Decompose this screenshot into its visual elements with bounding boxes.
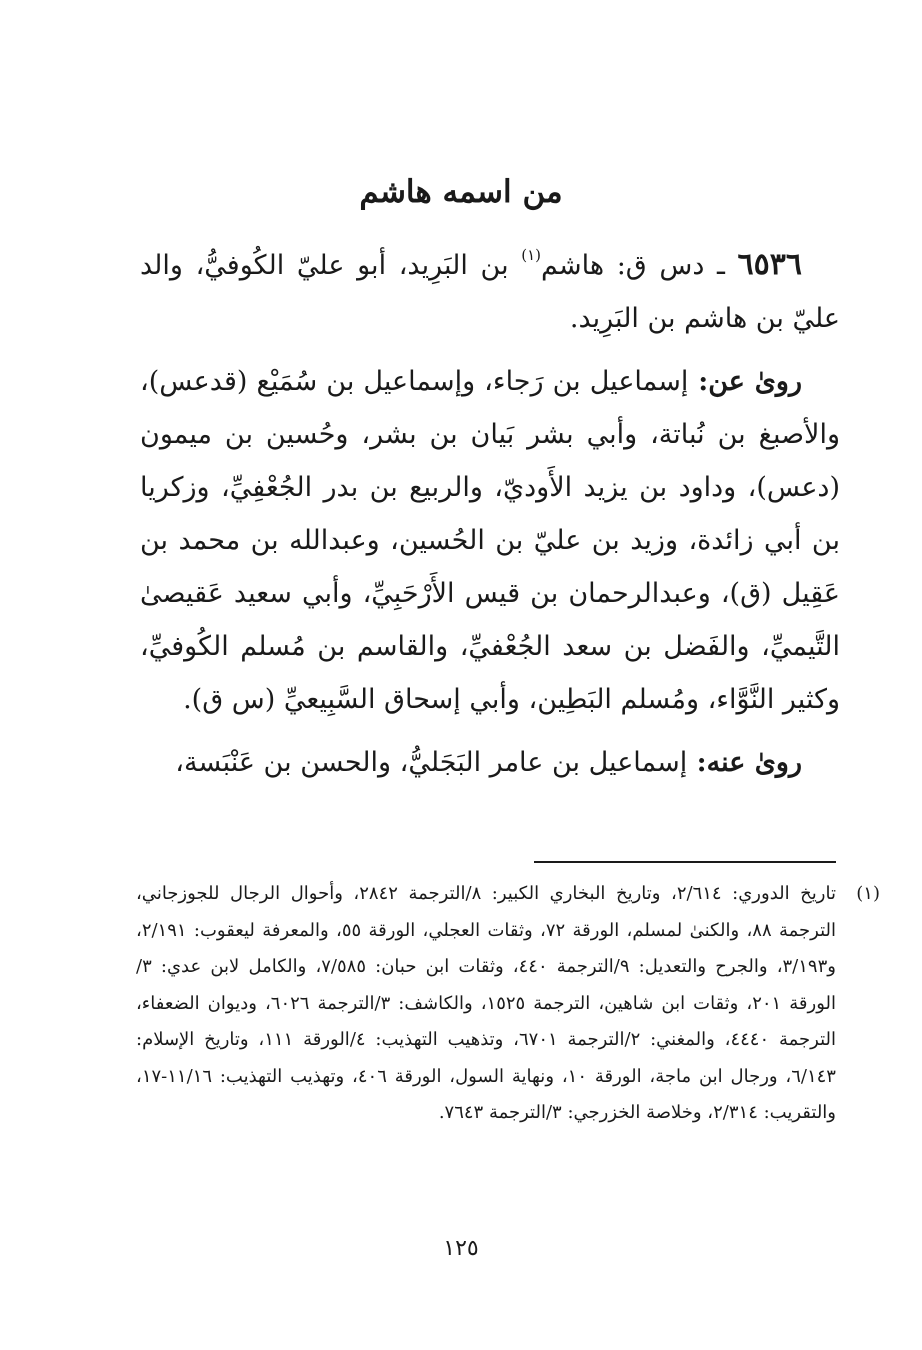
page-number: ١٢٥: [443, 1236, 479, 1261]
entry-name: هاشم: [541, 250, 605, 281]
narrated-by-text: إسماعيل بن عامر البَجَليُّ، والحسن بن عَنْبَسة،: [175, 747, 688, 778]
footnote-marker: (١): [856, 883, 880, 904]
narrated-by-paragraph: [140, 736, 840, 789]
footnote-divider: [534, 861, 836, 863]
narrated-from-label: روىٰ عن:: [688, 366, 803, 397]
footnote-text: تاريخ الدوري: ٢/٦١٤، وتاريخ البخاري الكبير: ٨/الترجمة ٢٨٤٢، وأحوال الرجال للجوزجاني، الترجمة ٨٨، والكنىٰ لمسلم، الورقة ٧٢، وثقات العجلي، الورقة ٥٥، والمعرفة ليعقوب: ٢/١٩١، و٣/١٩٣، والجرح والتعديل: ٩/الترجمة ٤٤٠، وثقات ابن حبان: ٧/٥٨٥، والكامل لابن عدي: ٣/الورقة ٢٠١، وثقات ابن شاهين، الترجمة ١٥٢٥، والكاشف: ٣/الترجمة ٦٠٢٦، وديوان الضعفاء، الترجمة ٤٤٤٠، والمغني: ٢/الترجمة ٦٧٠١، وتذهيب التهذيب: ٤/الورقة ١١١، وتاريخ الإسلام: ٦/١٤٣، ورجال ابن ماجة، الورقة ١٠، ونهاية السول، الورقة ٤٠٦، وتهذيب التهذيب: ١١/١٦-١٧، والتقريب: ٢/٣١٤، وخلاصة الخزرجي: ٣/الترجمة ٧٦٤٣.: [136, 883, 837, 1123]
narrated-from-text: إسماعيل بن رَجاء، وإسماعيل بن سُمَيْع (قدعس)، والأصبغ بن نُباتة، وأبي بشر بَيان بن بشر، وحُسين بن ميمون (دعس)، وداود بن يزيد الأَوديّ، والربيع بن بدر الجُعْفِيِّ، وزكريا بن أبي زائدة، وزيد بن عليّ بن الحُسين، وعبدالله بن محمد بن عَقِيل (ق)، وعبدالرحمان بن قيس الأَرْحَبِيِّ، وأبي سعيد عَقيصىٰ التَّيميِّ، والفَضل بن سعد الجُعْفيِّ، والقاسم بن مُسلم الكُوفيِّ، وكثير النَّوَّاء، ومُسلم البَطِين، وأبي إسحاق السَّبِيعيِّ (س ق).: [140, 366, 840, 715]
entry-description: بن البَرِيد، أبو عليّ الكُوفيُّ، والد عليّ بن هاشم بن البَرِيد.: [140, 250, 840, 334]
entry-number: ٦٥٣٦: [737, 247, 802, 282]
narrated-by-label: روىٰ عنه:: [687, 747, 802, 778]
footnote-reference[interactable]: (١): [521, 246, 541, 264]
entry-separator: ـ: [704, 250, 738, 281]
footnote: [136, 876, 880, 1132]
section-heading: من اسمه هاشم: [359, 174, 563, 210]
entry-body: [140, 238, 840, 799]
narrated-from-paragraph: [140, 355, 840, 726]
entry-header-paragraph: [140, 238, 840, 345]
entry-sigla: دس ق:: [604, 250, 705, 281]
